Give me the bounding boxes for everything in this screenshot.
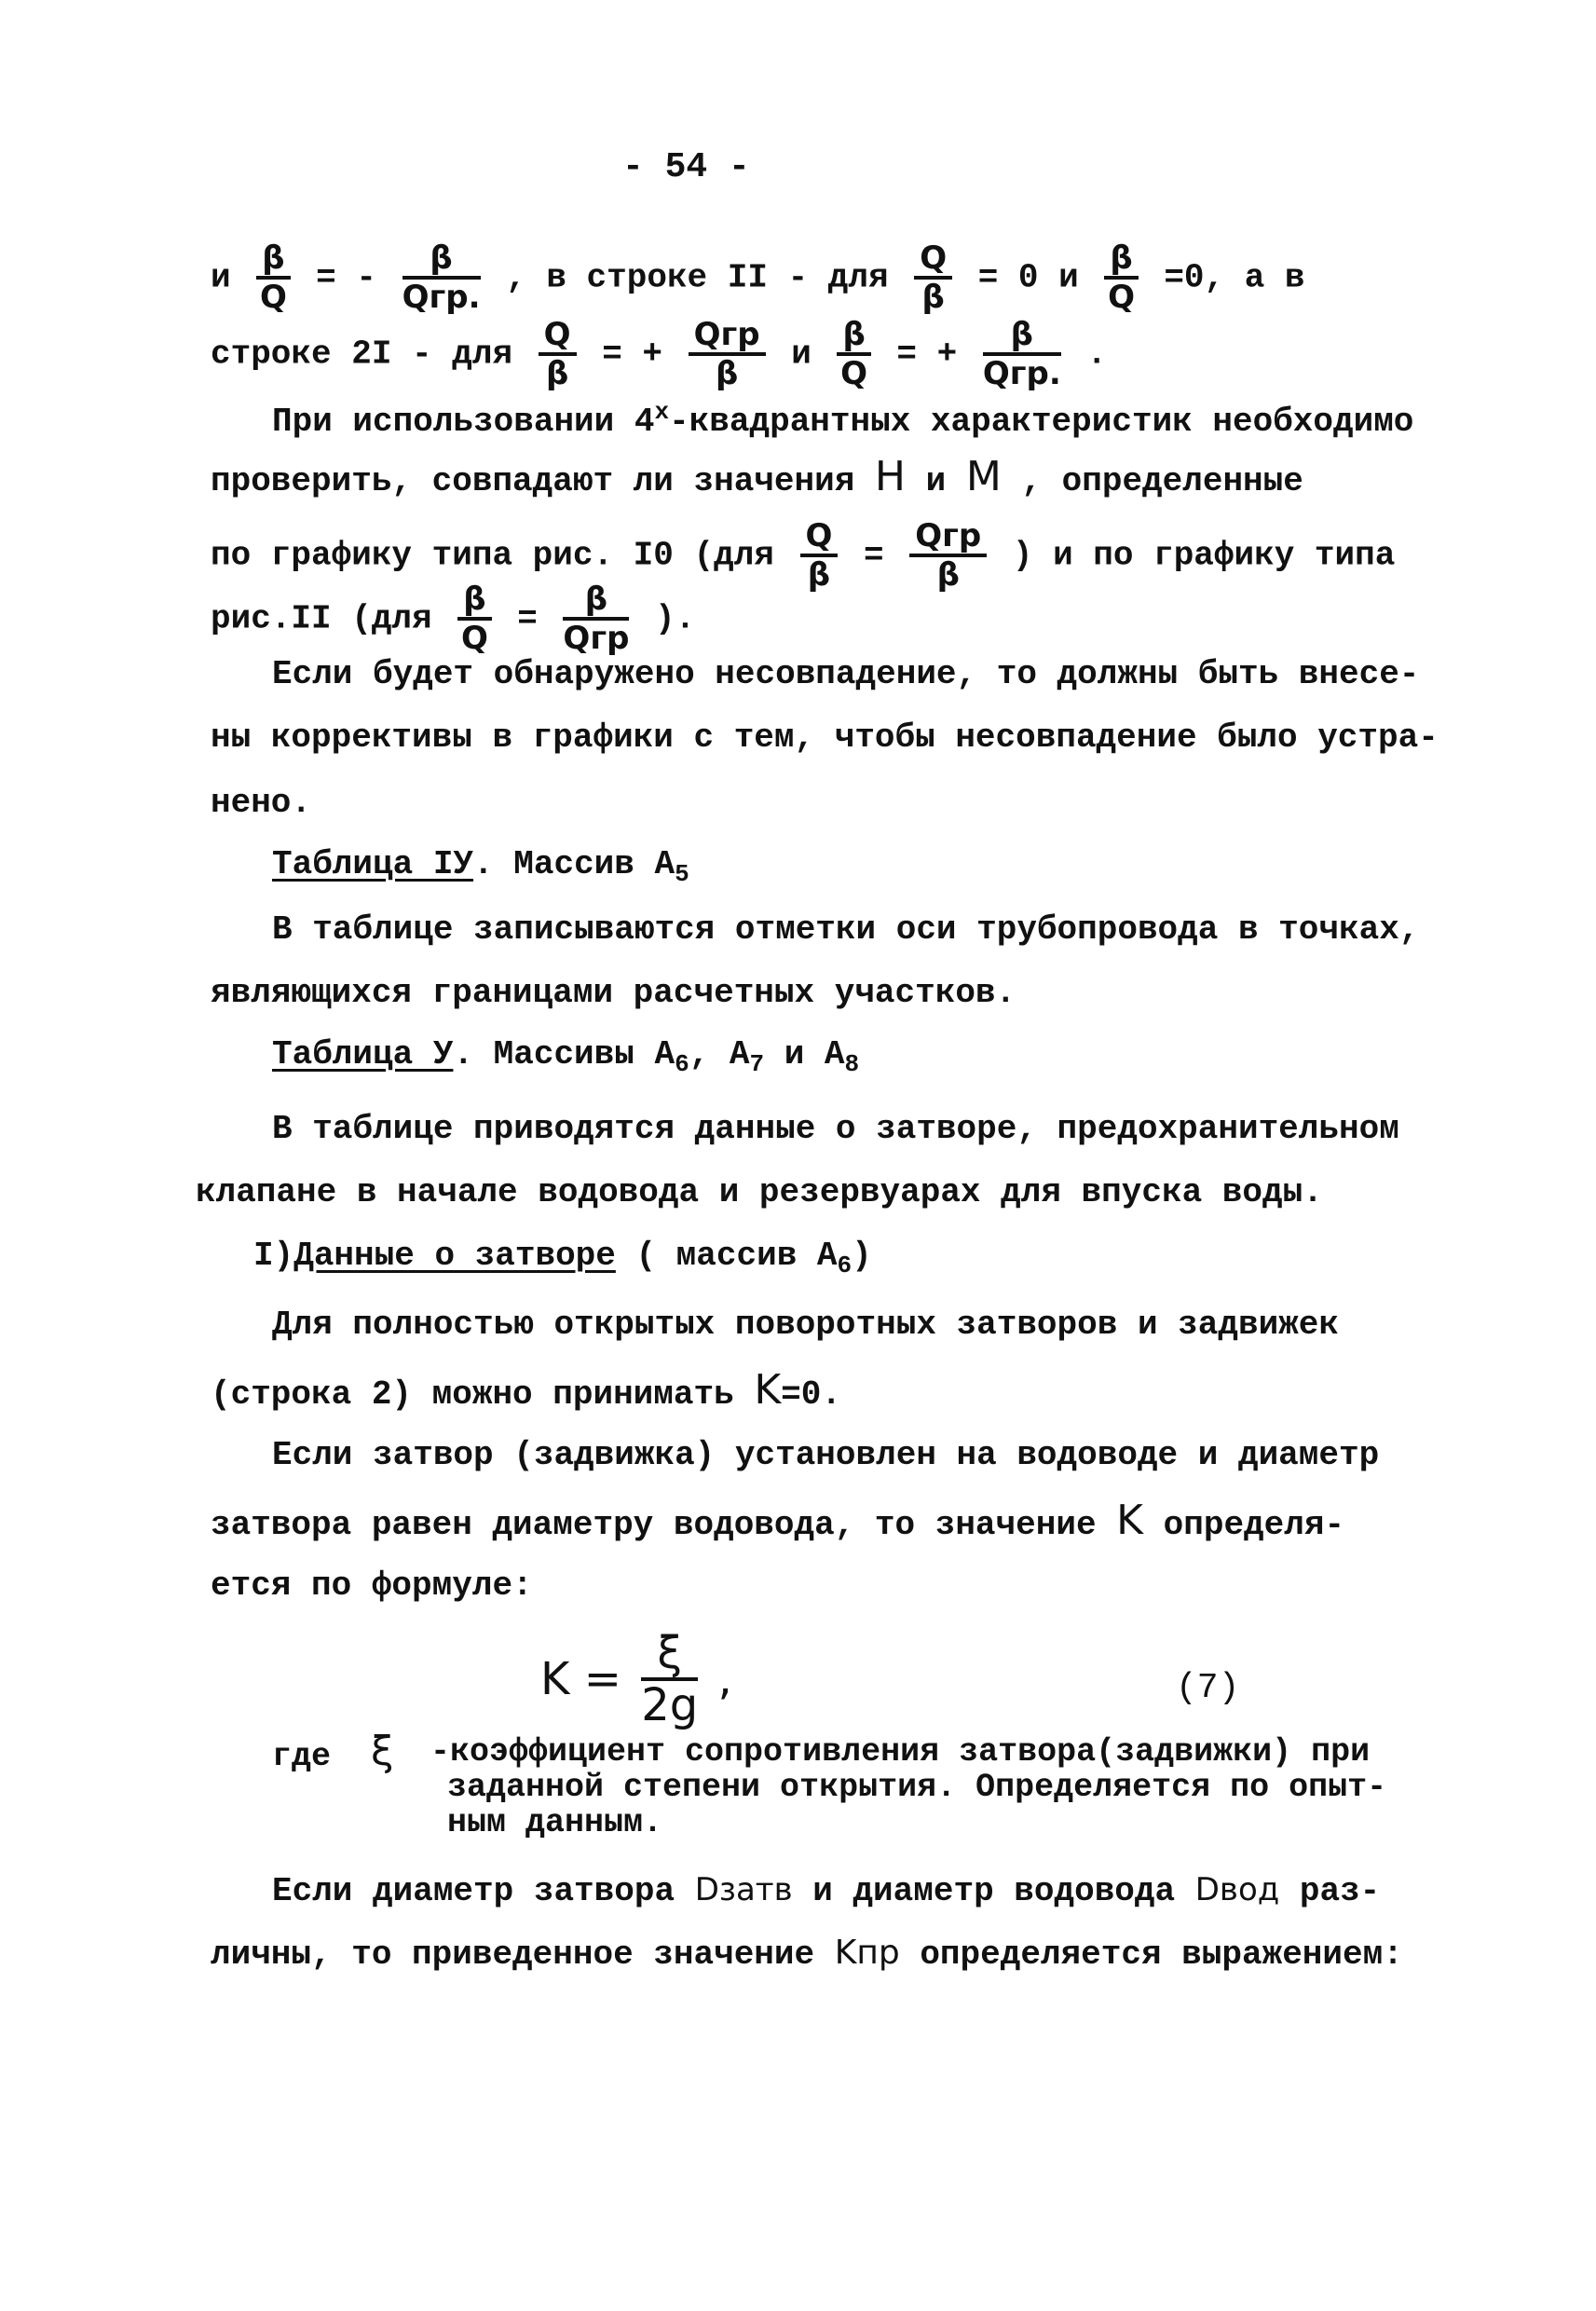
where-line-3: ным данным. — [447, 1804, 663, 1841]
text: . Массив A — [473, 845, 675, 883]
line2-text-b: и — [791, 335, 812, 374]
frac-num: β — [837, 317, 870, 356]
formula-7 — [540, 1629, 732, 1730]
text: раз- — [1299, 1872, 1381, 1910]
text: (строка 2) можно принимать — [211, 1375, 734, 1414]
symbol-d-vod: Dвод — [1194, 1871, 1280, 1908]
para3-line-1: Для полностью открытых поворотных затворов и задвижек — [272, 1306, 1339, 1344]
frac-num: β — [457, 581, 491, 621]
frac-den: Q — [259, 279, 287, 316]
para1-line-4 — [211, 581, 695, 656]
where-line-1: -коэффициент сопротивления затвора(задвижки) при — [430, 1733, 1371, 1771]
fraction-beta-over-q — [256, 240, 290, 315]
text: по графику типа рис. I0 (для — [211, 536, 774, 575]
text: и — [925, 462, 947, 500]
line2-text-a: строке 2I - для — [211, 335, 513, 374]
fraction-beta-over-qgr — [563, 581, 629, 656]
table4-line-2: являющихся границами расчетных участков. — [211, 974, 1016, 1012]
frac-den: Q — [1108, 279, 1135, 316]
formula-comma: , — [717, 1653, 732, 1705]
heading-title: Таблица У — [272, 1035, 454, 1073]
para4-line-2 — [211, 1497, 1345, 1546]
fraction-q-over-beta — [914, 240, 952, 315]
symbol-k: K — [1116, 1497, 1144, 1544]
para1-line-1 — [272, 391, 1413, 443]
para5-line-2 — [211, 1933, 1403, 1976]
frac-den: β — [715, 355, 739, 392]
table5-heading — [272, 1034, 859, 1085]
fraction-qgr-over-beta — [689, 317, 766, 391]
text: =0. — [781, 1375, 841, 1414]
formula-lhs: K = — [540, 1653, 621, 1705]
para4-line-1: Если затвор (задвижка) установлен на водоводе и диаметр — [272, 1436, 1380, 1474]
frac-den: Qгр — [563, 620, 630, 657]
line1-eq: = - — [316, 258, 376, 297]
fraction-beta-over-q-2 — [1104, 240, 1138, 315]
where-label — [272, 1728, 394, 1775]
text-line-2 — [211, 317, 1107, 391]
frac-num: β — [563, 581, 629, 621]
subscript: 6 — [837, 1251, 853, 1280]
text: личны, то приведенное значение — [211, 1935, 815, 1974]
text: ). — [655, 599, 696, 638]
line1-text-b: , в строке II - для — [506, 258, 889, 297]
para2-line-2: ны коррективы в графики с тем, чтобы несовпадение было устра- — [211, 718, 1439, 757]
superscript: х — [654, 398, 670, 426]
fraction-beta-over-q — [457, 581, 491, 656]
frac-num: Q — [539, 317, 577, 356]
text: ( массив A — [615, 1237, 838, 1275]
line2-eq: = + — [602, 335, 662, 374]
frac-num: Qгр — [909, 518, 987, 557]
line1-text-c: = 0 и — [977, 258, 1079, 297]
text: Если диаметр затвора — [272, 1872, 675, 1910]
subscript: 8 — [844, 1050, 860, 1079]
text: где — [272, 1738, 332, 1775]
frac-den: Q — [840, 355, 868, 392]
fraction-xi-over-2g — [641, 1629, 698, 1730]
table4-line-1: В таблице записываются отметки оси трубопровода в точках, — [272, 910, 1420, 949]
fraction-beta-over-qgr — [402, 240, 481, 315]
text: затвора равен диаметру водовода, то значение — [211, 1506, 1097, 1544]
table5-line-1: В таблице приводятся данные о затворе, предохранительном — [272, 1110, 1399, 1148]
frac-den: β — [545, 355, 569, 392]
frac-num: β — [983, 317, 1061, 356]
section1-heading — [253, 1236, 872, 1286]
line1-text-d: =0, а в — [1164, 258, 1305, 297]
fraction-qgr-over-beta — [909, 518, 987, 593]
text: проверить, совпадают ли значения — [211, 462, 855, 500]
line2-end: . — [1086, 335, 1107, 374]
frac-num: β — [256, 240, 290, 280]
frac-den: β — [921, 279, 945, 316]
frac-num: Q — [800, 518, 839, 557]
subscript: 7 — [749, 1050, 765, 1079]
frac-den: Qгр. — [402, 279, 481, 316]
heading-title: Таблица IУ — [272, 845, 474, 883]
text-line-1 — [211, 240, 1305, 315]
fraction-beta-over-qgr — [983, 317, 1061, 391]
symbol-m: M — [965, 453, 1002, 500]
page-number: - 54 - — [622, 147, 750, 187]
subscript: 6 — [675, 1050, 689, 1079]
section-number: I) — [253, 1237, 294, 1275]
fraction-beta-over-q — [837, 317, 870, 391]
para3-line-2 — [211, 1366, 841, 1415]
frac-den: 2g — [641, 1679, 699, 1731]
text: . Массивы A — [453, 1035, 675, 1073]
frac-den: Q — [460, 620, 488, 657]
line1-text-a: и — [211, 258, 231, 297]
text: , определенные — [1021, 462, 1303, 500]
frac-num: β — [402, 240, 481, 280]
frac-num: β — [1104, 240, 1138, 280]
frac-den: β — [807, 556, 831, 594]
text: ) — [852, 1237, 872, 1275]
para4-line-3: ется по формуле: — [211, 1566, 533, 1605]
para5-line-1 — [272, 1869, 1380, 1912]
where-line-2: заданной степени открытия. Определяется по опыт- — [447, 1769, 1387, 1806]
symbol-h: H — [874, 453, 907, 500]
symbol-k: K — [754, 1366, 782, 1414]
line2-eq2: = + — [896, 335, 958, 374]
frac-den: β — [936, 556, 960, 594]
text: рис.II (для — [211, 599, 432, 638]
para1-line-2 — [211, 453, 1303, 502]
symbol-xi: ξ — [371, 1728, 394, 1775]
table5-line-2: клапане в начале водовода и резервуарах для впуска воды. — [196, 1173, 1323, 1211]
subscript: 5 — [675, 860, 689, 889]
text: и A — [764, 1035, 845, 1073]
equation-number: (7) — [1176, 1668, 1240, 1708]
text: При использовании 4 — [272, 403, 655, 441]
table4-heading — [272, 844, 689, 895]
fraction-q-over-beta — [800, 518, 839, 593]
text: = — [517, 599, 538, 638]
text: определя- — [1163, 1506, 1345, 1544]
fraction-q-over-beta — [539, 317, 577, 391]
text: = — [864, 536, 884, 575]
para2-line-3: нено. — [211, 784, 312, 822]
text: -квадрантных характеристик необходимо — [669, 403, 1414, 441]
section-title: Данные о затворе — [293, 1237, 616, 1275]
frac-num: Q — [914, 240, 952, 280]
text: , A — [689, 1035, 750, 1073]
para2-line-1: Если будет обнаружено несовпадение, то должны быть внесе- — [272, 655, 1420, 693]
frac-num: ξ — [641, 1629, 698, 1681]
frac-num: Qгр — [689, 317, 766, 356]
text: ) и по графику типа — [1012, 536, 1396, 575]
frac-den: Qгр. — [982, 355, 1061, 392]
text: и диаметр водовода — [812, 1872, 1176, 1910]
symbol-k-pr: Kпр — [834, 1934, 900, 1972]
text: определяется выражением: — [920, 1935, 1403, 1974]
symbol-d-zatv: Dзатв — [694, 1871, 793, 1908]
